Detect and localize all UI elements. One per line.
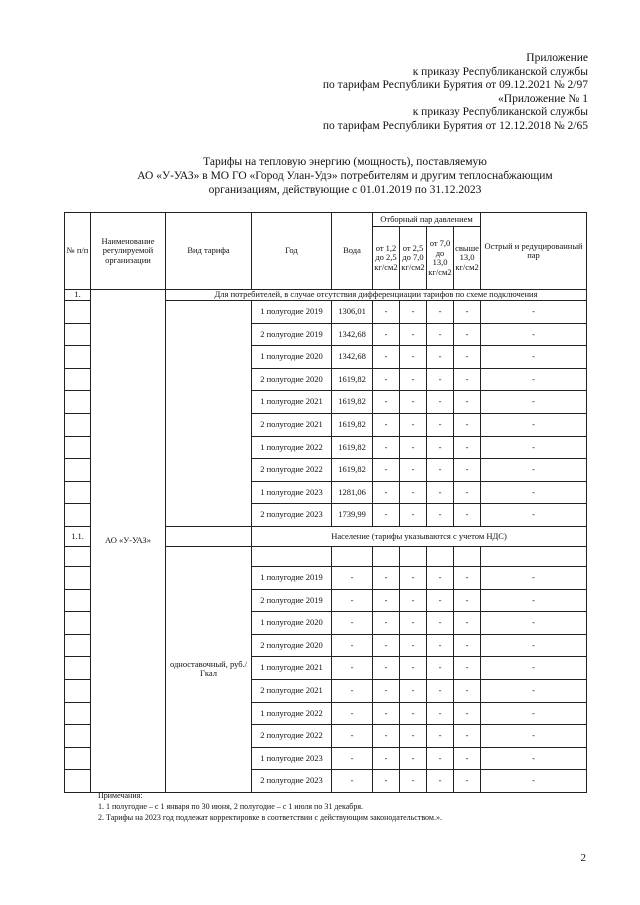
cell-p4: - — [454, 436, 481, 459]
tariff-table — [64, 212, 587, 793]
cell-year: 2 полугодие 2022 — [252, 459, 332, 482]
header-line: Приложение — [526, 52, 588, 64]
cell-p1: - — [373, 323, 400, 346]
cell-year: 2 полугодие 2023 — [252, 504, 332, 527]
cell-p1: - — [373, 702, 400, 725]
cell-p4: - — [454, 725, 481, 748]
cell-year: 1 полугодие 2022 — [252, 702, 332, 725]
cell-p3: - — [427, 368, 454, 391]
cell-p2: - — [400, 589, 427, 612]
cell-p1: - — [373, 481, 400, 504]
cell-sharp: - — [481, 634, 587, 657]
cell-sharp: - — [481, 413, 587, 436]
cell-p3: - — [427, 436, 454, 459]
cell-water: - — [332, 566, 373, 589]
cell-p2: - — [400, 566, 427, 589]
title-line: Тарифы на тепловую энергию (мощность), поставляемую — [203, 156, 487, 168]
cell-p4: - — [454, 368, 481, 391]
cell-water: - — [332, 770, 373, 793]
cell-sharp: - — [481, 612, 587, 635]
cell-p3: - — [427, 770, 454, 793]
cell-p1: - — [373, 679, 400, 702]
cell-p3: - — [427, 323, 454, 346]
cell-p1: - — [373, 725, 400, 748]
header-line: «Приложение № 1 — [498, 92, 588, 105]
cell-p1: - — [373, 413, 400, 436]
cell-p3: - — [427, 679, 454, 702]
cell-p1: - — [373, 346, 400, 369]
notes-title: Примечания: — [98, 791, 143, 800]
cell-year: 1 полугодие 2022 — [252, 436, 332, 459]
cell-water: 1619,82 — [332, 391, 373, 414]
tariff-type: одноставочный, руб./Гкал — [166, 546, 252, 792]
cell-sharp: - — [481, 436, 587, 459]
cell-p4: - — [454, 413, 481, 436]
header-line: к приказу Республиканской службы — [412, 106, 588, 119]
cell-p1: - — [373, 747, 400, 770]
cell-p1: - — [373, 459, 400, 482]
cell-p4: - — [454, 679, 481, 702]
cell-sharp: - — [481, 725, 587, 748]
cell-sharp: - — [481, 702, 587, 725]
cell-water: - — [332, 612, 373, 635]
cell-sharp: - — [481, 346, 587, 369]
cell-p1: - — [373, 391, 400, 414]
cell-p1: - — [373, 301, 400, 324]
cell-p2: - — [400, 346, 427, 369]
note-item: 2. Тарифы на 2023 год подлежат корректировке в соответствии с действующим законодательством.». — [98, 813, 442, 822]
cell-water: - — [332, 725, 373, 748]
section-num: 1.1. — [65, 526, 91, 546]
cell-year: 1 полугодие 2023 — [252, 481, 332, 504]
cell-p3: - — [427, 481, 454, 504]
cell-year: 2 полугодие 2020 — [252, 634, 332, 657]
cell-p3: - — [427, 459, 454, 482]
cell-water: - — [332, 679, 373, 702]
header-year: Год — [252, 213, 332, 290]
cell-p3: - — [427, 589, 454, 612]
cell-sharp: - — [481, 770, 587, 793]
cell-p4: - — [454, 566, 481, 589]
cell-sharp: - — [481, 566, 587, 589]
cell-p3: - — [427, 301, 454, 324]
cell-p1: - — [373, 368, 400, 391]
cell-p4: - — [454, 770, 481, 793]
title-line: АО «У-УАЗ» в МО ГО «Город Улан-Удэ» потребителям и другим теплоснабжающим — [137, 170, 553, 182]
cell-p4: - — [454, 504, 481, 527]
cell-p3: - — [427, 634, 454, 657]
cell-p2: - — [400, 747, 427, 770]
header-line: по тарифам Республики Бурятия от 09.12.2021 № 2/97 — [322, 79, 588, 92]
cell-p3: - — [427, 391, 454, 414]
cell-p3: - — [427, 702, 454, 725]
header-line: по тарифам Республики Бурятия от 12.12.2018 № 2/65 — [322, 119, 588, 132]
cell-water: 1306,01 — [332, 301, 373, 324]
title-line: организациям, действующие с 01.01.2019 по 31.12.2023 — [208, 184, 482, 196]
page-number: 2 — [580, 852, 586, 864]
cell-water: 1619,82 — [332, 436, 373, 459]
cell-p1: - — [373, 566, 400, 589]
header-p3: от 7,0 до 13,0 кг/см2 — [427, 227, 454, 290]
cell-p1: - — [373, 657, 400, 680]
cell-year: 2 полугодие 2021 — [252, 413, 332, 436]
appendix-header — [323, 52, 588, 134]
cell-p2: - — [400, 481, 427, 504]
header-line: к приказу Республиканской службы — [412, 65, 588, 78]
cell-p3: - — [427, 346, 454, 369]
cell-p3: - — [427, 504, 454, 527]
section-title: Население (тарифы указываются с учетом НДС) — [252, 526, 587, 546]
cell-p3: - — [427, 657, 454, 680]
document-title — [100, 155, 590, 197]
cell-p2: - — [400, 504, 427, 527]
cell-sharp: - — [481, 459, 587, 482]
cell-year: 1 полугодие 2020 — [252, 346, 332, 369]
cell-p2: - — [400, 634, 427, 657]
section-num: 1. — [65, 290, 91, 301]
cell-p3: - — [427, 612, 454, 635]
cell-sharp: - — [481, 679, 587, 702]
cell-p1: - — [373, 504, 400, 527]
cell-p2: - — [400, 368, 427, 391]
cell-p4: - — [454, 612, 481, 635]
cell-p4: - — [454, 301, 481, 324]
cell-p1: - — [373, 770, 400, 793]
cell-p2: - — [400, 657, 427, 680]
cell-p4: - — [454, 589, 481, 612]
cell-p4: - — [454, 657, 481, 680]
cell-p4: - — [454, 323, 481, 346]
cell-year: 2 полугодие 2023 — [252, 770, 332, 793]
cell-p1: - — [373, 612, 400, 635]
cell-p2: - — [400, 770, 427, 793]
cell-sharp: - — [481, 481, 587, 504]
cell-p2: - — [400, 459, 427, 482]
header-water: Вода — [332, 213, 373, 290]
cell-p2: - — [400, 323, 427, 346]
cell-p4: - — [454, 481, 481, 504]
cell-p2: - — [400, 679, 427, 702]
header-sharp-steam: Острый и редуцированный пар — [481, 213, 587, 290]
cell-p1: - — [373, 589, 400, 612]
cell-p1: - — [373, 436, 400, 459]
cell-p2: - — [400, 702, 427, 725]
cell-p2: - — [400, 725, 427, 748]
cell-p3: - — [427, 566, 454, 589]
cell-year: 1 полугодие 2019 — [252, 301, 332, 324]
cell-p3: - — [427, 725, 454, 748]
cell-p4: - — [454, 391, 481, 414]
cell-p2: - — [400, 301, 427, 324]
cell-water: - — [332, 634, 373, 657]
cell-year: 1 полугодие 2023 — [252, 747, 332, 770]
cell-year: 2 полугодие 2019 — [252, 589, 332, 612]
cell-p4: - — [454, 459, 481, 482]
cell-water: - — [332, 702, 373, 725]
cell-p2: - — [400, 413, 427, 436]
cell-year: 2 полугодие 2022 — [252, 725, 332, 748]
note-item: 1. 1 полугодие – с 1 января по 30 июня, 2 полугодие – с 1 июля по 31 декабря. — [98, 802, 364, 811]
cell-sharp: - — [481, 747, 587, 770]
cell-p3: - — [427, 413, 454, 436]
cell-year: 1 полугодие 2021 — [252, 657, 332, 680]
cell-sharp: - — [481, 368, 587, 391]
cell-p4: - — [454, 634, 481, 657]
cell-p4: - — [454, 702, 481, 725]
cell-p2: - — [400, 612, 427, 635]
cell-sharp: - — [481, 301, 587, 324]
cell-p1: - — [373, 634, 400, 657]
cell-p2: - — [400, 391, 427, 414]
cell-sharp: - — [481, 323, 587, 346]
cell-water: 1619,82 — [332, 413, 373, 436]
header-tariff: Вид тарифа — [166, 213, 252, 290]
org-name: АО «У-УАЗ» — [91, 290, 166, 793]
cell-year: 2 полугодие 2020 — [252, 368, 332, 391]
cell-sharp: - — [481, 657, 587, 680]
cell-year: 1 полугодие 2019 — [252, 566, 332, 589]
cell-water: 1619,82 — [332, 368, 373, 391]
cell-water: 1281,06 — [332, 481, 373, 504]
cell-year: 1 полугодие 2020 — [252, 612, 332, 635]
cell-year: 2 полугодие 2019 — [252, 323, 332, 346]
header-p4: свыше 13,0 кг/см2 — [454, 227, 481, 290]
cell-p3: - — [427, 747, 454, 770]
cell-water: - — [332, 657, 373, 680]
header-p1: от 1,2 до 2,5 кг/см2 — [373, 227, 400, 290]
cell-water: 1739,99 — [332, 504, 373, 527]
cell-year: 1 полугодие 2021 — [252, 391, 332, 414]
section-title: Для потребителей, в случае отсутствия дифференциации тарифов по схеме подключения — [166, 290, 587, 301]
notes — [98, 790, 442, 823]
cell-p2: - — [400, 436, 427, 459]
cell-sharp: - — [481, 504, 587, 527]
cell-water: 1619,82 — [332, 459, 373, 482]
cell-year: 2 полугодие 2021 — [252, 679, 332, 702]
header-p2: от 2,5 до 7,0 кг/см2 — [400, 227, 427, 290]
cell-sharp: - — [481, 589, 587, 612]
header-steam-group: Отборный пар давлением — [373, 213, 481, 227]
cell-water: 1342,68 — [332, 323, 373, 346]
header-num: № п/п — [65, 213, 91, 290]
cell-p4: - — [454, 346, 481, 369]
cell-water: - — [332, 589, 373, 612]
cell-water: 1342,68 — [332, 346, 373, 369]
cell-p4: - — [454, 747, 481, 770]
header-org: Наименование регулируемой организации — [91, 213, 166, 290]
cell-water: - — [332, 747, 373, 770]
tariff-type-empty — [166, 301, 252, 527]
cell-sharp: - — [481, 391, 587, 414]
